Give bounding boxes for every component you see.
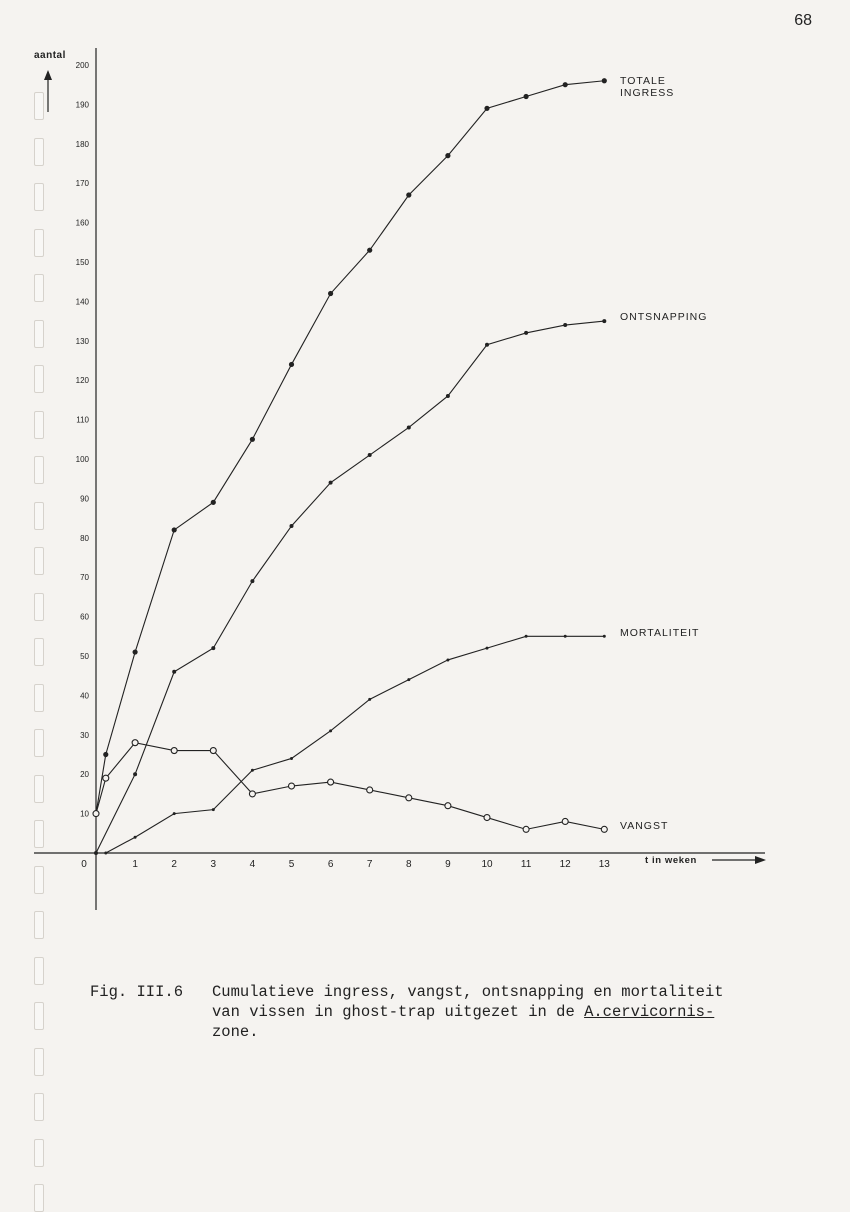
series-line bbox=[96, 743, 604, 830]
data-point bbox=[602, 319, 606, 323]
data-point bbox=[172, 527, 177, 532]
data-point bbox=[290, 524, 294, 528]
data-point bbox=[171, 748, 177, 754]
x-tick-label: 4 bbox=[249, 859, 256, 870]
x-tick-label: 6 bbox=[327, 859, 334, 870]
data-point bbox=[445, 153, 450, 158]
series-line bbox=[106, 636, 605, 853]
data-point bbox=[407, 678, 410, 681]
data-point bbox=[172, 670, 176, 674]
y-tick-label: 170 bbox=[75, 179, 89, 189]
data-point bbox=[446, 394, 450, 398]
y-tick-label: 70 bbox=[80, 573, 89, 583]
y-tick-label: 10 bbox=[80, 809, 89, 819]
y-tick-label: 40 bbox=[80, 691, 89, 701]
data-point bbox=[368, 453, 372, 457]
data-point bbox=[486, 647, 489, 650]
caption-line-3: zone. bbox=[212, 1023, 259, 1041]
data-point bbox=[367, 248, 372, 253]
binder-hole bbox=[34, 1139, 44, 1167]
figure-caption bbox=[90, 982, 790, 1042]
y-tick-label: 190 bbox=[75, 100, 89, 110]
data-point bbox=[563, 82, 568, 87]
page-number: 68 bbox=[794, 12, 812, 29]
data-point bbox=[250, 437, 255, 442]
data-point bbox=[103, 752, 108, 757]
data-point bbox=[368, 698, 371, 701]
data-point bbox=[367, 787, 373, 793]
data-point bbox=[524, 94, 529, 99]
y-tick-label: 60 bbox=[80, 612, 89, 622]
y-tick-label: 200 bbox=[75, 61, 89, 70]
data-point bbox=[250, 579, 254, 583]
data-point bbox=[133, 772, 137, 776]
x-tick-label: 2 bbox=[171, 859, 177, 870]
binder-hole bbox=[34, 957, 44, 985]
series-label: VANGST bbox=[620, 820, 669, 832]
series-line bbox=[96, 81, 604, 814]
data-point bbox=[484, 815, 490, 821]
data-point bbox=[93, 811, 99, 817]
data-point bbox=[406, 192, 411, 197]
data-point bbox=[211, 500, 216, 505]
data-point bbox=[602, 78, 607, 83]
series-label: TOTALE bbox=[620, 75, 666, 87]
data-point bbox=[329, 481, 333, 485]
x-tick-label: 11 bbox=[520, 859, 532, 870]
x-tick-label: 1 bbox=[132, 859, 138, 870]
y-tick-label: 90 bbox=[80, 494, 89, 504]
x-tick-label: 13 bbox=[598, 859, 610, 870]
data-point bbox=[603, 635, 606, 638]
data-point bbox=[134, 836, 137, 839]
x-tick-label: 7 bbox=[366, 859, 373, 870]
data-point bbox=[249, 791, 255, 797]
data-point bbox=[289, 362, 294, 367]
data-point bbox=[94, 851, 98, 855]
x-tick-label: 5 bbox=[288, 859, 295, 870]
y-tick-label: 150 bbox=[75, 258, 89, 267]
y-tick-label: 100 bbox=[75, 455, 89, 464]
binder-hole bbox=[34, 1093, 44, 1121]
data-point bbox=[564, 635, 567, 638]
data-point bbox=[525, 635, 528, 638]
data-point bbox=[132, 740, 138, 746]
y-tick-label: 120 bbox=[75, 376, 89, 386]
data-point bbox=[329, 729, 332, 732]
y-tick-label: 160 bbox=[75, 218, 89, 228]
series-label: INGRESS bbox=[620, 87, 675, 99]
data-point bbox=[406, 795, 412, 801]
data-point bbox=[328, 291, 333, 296]
x-tick-label: 10 bbox=[481, 859, 493, 870]
y-tick-label: 50 bbox=[80, 652, 89, 661]
x-tick-label: 3 bbox=[210, 859, 217, 870]
y-axis-arrow-head bbox=[44, 70, 52, 80]
x-tick-label: 12 bbox=[559, 859, 571, 870]
data-point bbox=[290, 757, 293, 760]
binder-hole bbox=[34, 1184, 44, 1212]
binder-hole bbox=[34, 1048, 44, 1076]
series-label: MORTALITEIT bbox=[620, 627, 700, 639]
data-point bbox=[328, 779, 334, 785]
y-tick-label: 130 bbox=[75, 336, 89, 346]
caption-line-2a: van vissen in ghost-trap uitgezet in de bbox=[212, 1003, 585, 1021]
data-point bbox=[484, 106, 489, 111]
data-point bbox=[173, 812, 176, 815]
data-point bbox=[211, 646, 215, 650]
data-point bbox=[446, 658, 449, 661]
x-axis-arrow-head bbox=[755, 856, 766, 864]
data-point bbox=[407, 425, 411, 429]
data-point bbox=[563, 323, 567, 327]
series-label: ONTSNAPPING bbox=[620, 311, 708, 323]
data-point bbox=[210, 748, 216, 754]
y-tick-label: 140 bbox=[75, 297, 89, 307]
y-axis-label: aantal bbox=[34, 50, 66, 61]
x-tick-label: 9 bbox=[445, 859, 451, 870]
caption-line-1: Cumulatieve ingress, vangst, ontsnapping en mortaliteit bbox=[212, 983, 724, 1001]
y-tick-label: 30 bbox=[80, 730, 89, 740]
x-axis-label: t in weken bbox=[645, 855, 697, 866]
data-point bbox=[133, 649, 138, 654]
x-tick-label: 0 bbox=[81, 859, 87, 870]
data-point bbox=[601, 826, 607, 832]
series-line bbox=[96, 321, 604, 853]
data-point bbox=[104, 852, 107, 855]
data-point bbox=[523, 826, 529, 832]
data-point bbox=[103, 775, 109, 781]
data-point bbox=[251, 769, 254, 772]
binder-hole bbox=[34, 1002, 44, 1030]
x-tick-label: 8 bbox=[406, 859, 412, 870]
data-point bbox=[562, 818, 568, 824]
caption-species-name: A.cervicornis- bbox=[584, 1003, 715, 1021]
y-tick-label: 80 bbox=[80, 533, 89, 543]
caption-figure-number: Fig. III.6 bbox=[90, 983, 184, 1001]
data-point bbox=[289, 783, 295, 789]
y-tick-label: 110 bbox=[76, 415, 89, 425]
data-point bbox=[445, 803, 451, 809]
data-point bbox=[212, 808, 215, 811]
data-point bbox=[485, 343, 489, 347]
y-tick-label: 20 bbox=[80, 770, 89, 780]
data-point bbox=[524, 331, 528, 335]
y-tick-label: 180 bbox=[75, 139, 89, 149]
